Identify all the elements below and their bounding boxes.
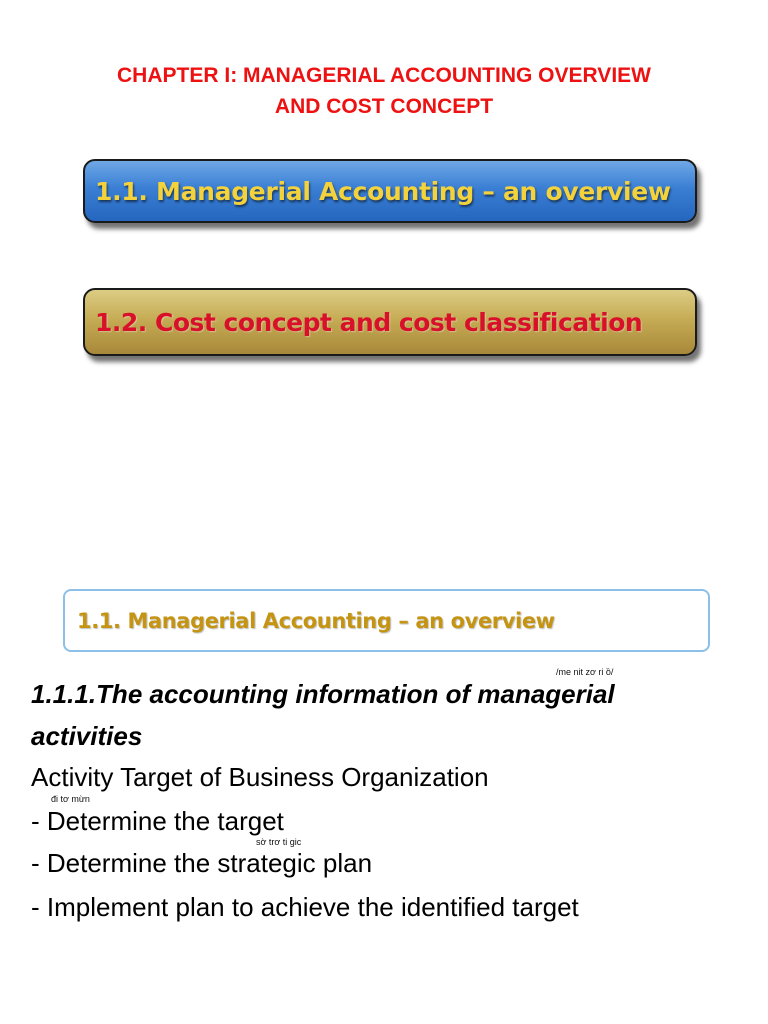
cost-concept-banner <box>83 288 697 356</box>
pronunciation-note-target: đi tơ mừn <box>51 794 90 804</box>
subsection-heading: 1.1.1.The accounting information of managerial activities <box>31 679 615 751</box>
chapter-title-line-2: AND COST CONCEPT <box>274 95 494 118</box>
overview-banner-label: 1.1. Managerial Accounting – an overview <box>95 176 671 206</box>
cost-concept-banner-label: 1.2. Cost concept and cost classification <box>95 307 643 337</box>
activity-target-line: Activity Target of Business Organization <box>31 762 489 792</box>
overview-banner <box>83 159 697 223</box>
chapter-title-line-1: CHAPTER I: MANAGERIAL ACCOUNTING OVERVIEW <box>117 64 651 87</box>
chapter-title <box>0 60 768 122</box>
pronunciation-note-strategic: sờ trơ ti gic <box>256 837 302 847</box>
bullet-implement-plan: - Implement plan to achieve the identified target <box>31 892 579 922</box>
section-title: 1.1. Managerial Accounting – an overview <box>77 608 555 633</box>
section-title-box <box>63 589 710 652</box>
pronunciation-note-managerial: /me nit zơ ri ồ/ <box>556 667 614 677</box>
bullet-determine-target: - Determine the target <box>31 806 284 836</box>
bullet-determine-strategic-plan: - Determine the strategic plan <box>31 848 373 878</box>
